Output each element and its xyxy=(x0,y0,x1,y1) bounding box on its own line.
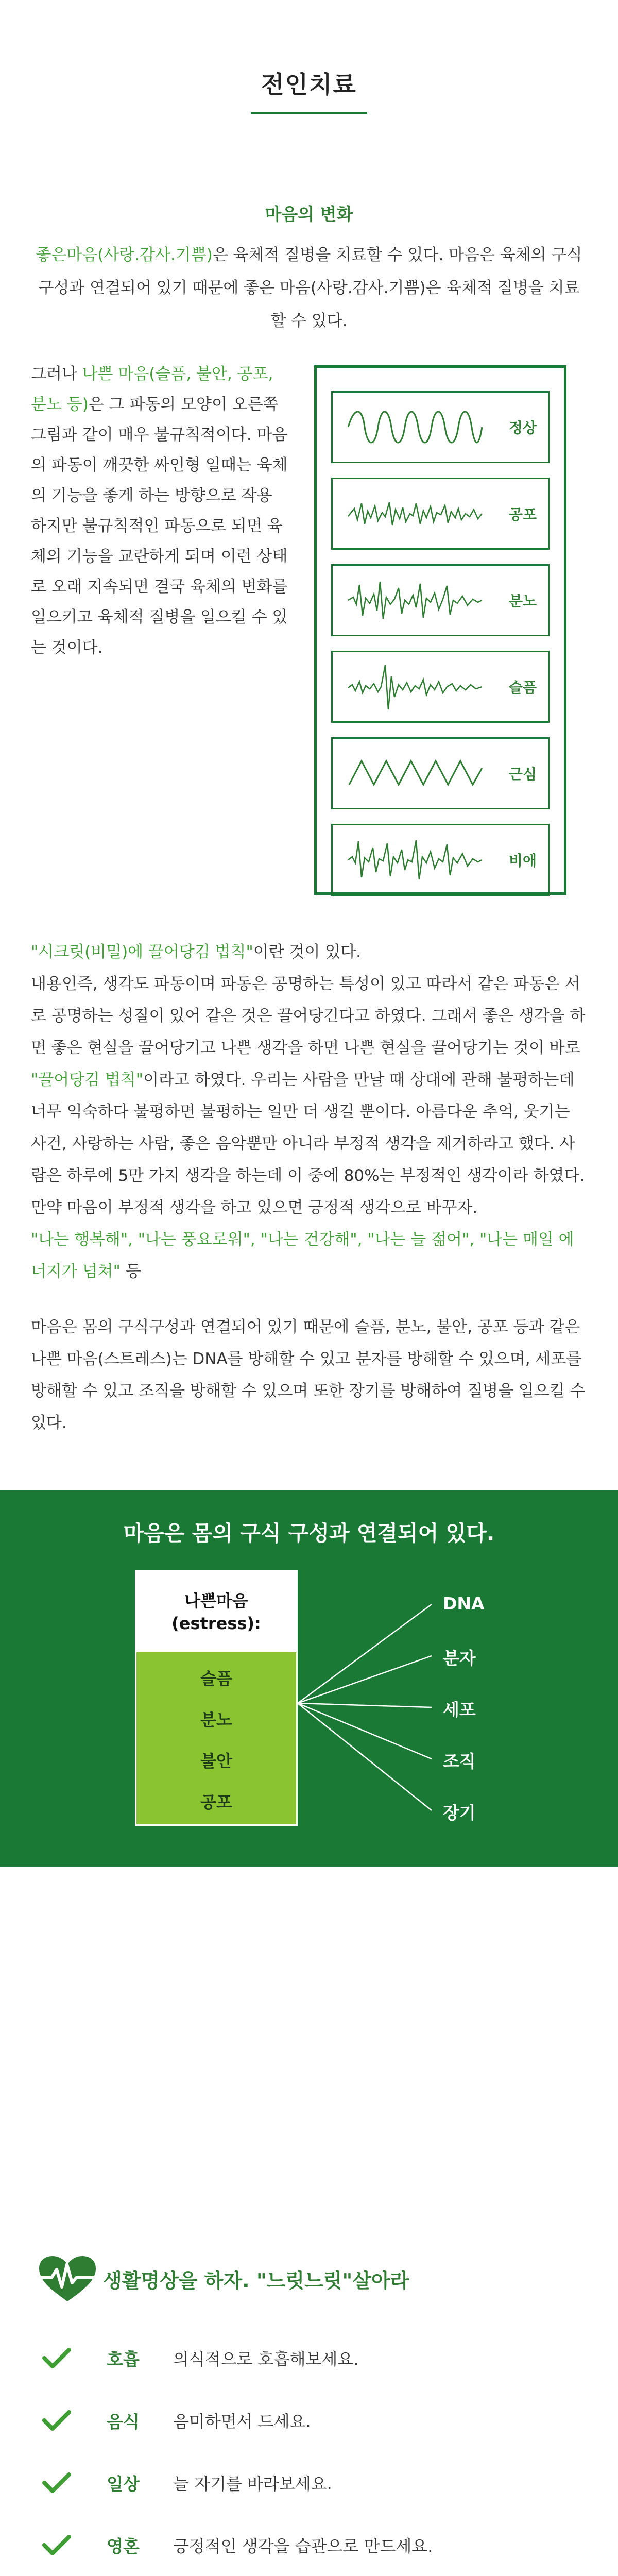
mind-body-diagram xyxy=(0,1490,618,1867)
fear-wave-icon xyxy=(344,488,488,539)
emotion-list xyxy=(136,1652,296,1824)
secret-intro xyxy=(31,936,587,968)
target-tissue: 조직 xyxy=(443,1751,476,1771)
wave-label: 근심 xyxy=(508,766,537,783)
connector-lines xyxy=(297,1570,534,1838)
page-title: 전인치료 xyxy=(261,71,357,98)
meditation-desc: 음미하면서 드세요. xyxy=(173,2412,311,2431)
wave-label: 비애 xyxy=(508,852,537,869)
target-dna: DNA xyxy=(443,1594,485,1614)
grief-wave-icon xyxy=(344,834,488,886)
check-icon xyxy=(41,2470,72,2495)
wave-item xyxy=(331,564,550,636)
sadness-wave-icon xyxy=(344,661,488,713)
body-text: 등 xyxy=(120,1262,141,1281)
wave-label: 공포 xyxy=(508,506,537,523)
target-molecule: 분자 xyxy=(443,1648,476,1668)
heart-pulse-icon xyxy=(36,2254,99,2303)
meditation-desc: 긍정적인 생각을 습관으로 만드세요. xyxy=(173,2536,433,2556)
meditation-key: 음식 xyxy=(107,2411,140,2432)
wave-item xyxy=(331,737,550,809)
body-text: 은 육체적 질병을 치료할 수 있다. 마음은 육체의 구식구성과 연결되어 있기 때문에 좋은 마음(사랑.감사.기쁨)은 육체적 질병을 치료할 수 있다. xyxy=(38,246,582,330)
bad-mind-box xyxy=(135,1570,298,1826)
meditation-key: 일상 xyxy=(107,2473,140,2494)
check-icon xyxy=(41,2346,72,2370)
target-organ: 장기 xyxy=(443,1803,476,1823)
wave-label: 슬픔 xyxy=(508,679,537,696)
emotion-item: 분노 xyxy=(200,1710,232,1730)
highlight-text: 좋은마음(사랑.감사.기쁨) xyxy=(36,246,213,264)
body-text: 이란 것이 있다. xyxy=(253,943,362,961)
emotion-item: 슬픔 xyxy=(200,1669,232,1688)
emotion-item: 공포 xyxy=(200,1792,232,1812)
wave-paragraph xyxy=(31,359,288,663)
meditation-item xyxy=(41,2464,597,2501)
meditation-item xyxy=(41,2340,597,2377)
meditation-desc: 늘 자기를 바라보세요. xyxy=(173,2474,332,2494)
meditation-item xyxy=(41,2527,597,2564)
diagram-title: 마음은 몸의 구식 구성과 연결되어 있다. xyxy=(123,1521,495,1546)
meditation-item xyxy=(41,2402,597,2439)
bad-mind-title: 나쁜마음 xyxy=(184,1591,248,1611)
affirmation-text: "나는 행복해", "나는 풍요로워", "나는 건강해", "나는 늘 젊어", "나는 매일 에너지가 넘쳐" xyxy=(31,1230,574,1281)
meditation-key: 호흡 xyxy=(107,2349,140,2369)
wave-label: 분노 xyxy=(508,592,537,609)
meditation-title: 생활명상을 하자. "느릿느릿"살아라 xyxy=(103,2269,409,2292)
check-icon xyxy=(41,2408,72,2433)
body-text: 그러나 xyxy=(31,365,82,383)
worry-wave-icon xyxy=(344,748,488,799)
check-icon xyxy=(41,2533,72,2557)
highlight-text: "시크릿(비밀)에 끌어당김 법칙" xyxy=(31,943,253,961)
meditation-desc: 의식적으로 호흡해보세요. xyxy=(173,2349,359,2369)
wave-label: 정상 xyxy=(508,419,537,436)
emotion-item: 불안 xyxy=(200,1751,232,1771)
wave-item xyxy=(331,391,550,463)
title-block xyxy=(0,0,618,114)
body-text: 이라고 하였다. 우리는 사람을 만날 때 상대에 관해 불평하는데 너무 익숙하다 불평하면 불평하는 일만 더 생길 뿐이다. 아름다운 추억, 웃기는 사건, 사랑하는 사람, 좋은 음악뿐만 아니라 부정적 생각을 제거하라고 했다. 사람은 하루에 5만 가지 생각을 하는데 이 중에 80%는 부정적인 생각이라 하였다. 만약 마음이 부정적 생각을 하고 있으면 긍정적 생각으로 바꾸자. xyxy=(31,1071,585,1217)
section-heading: 마음의 변화 xyxy=(265,204,353,224)
intro-section xyxy=(0,201,618,337)
highlight-text: 나쁜 마음(슬픔, 불안, 공포, 분노 등) xyxy=(31,365,273,414)
wave-item xyxy=(331,651,550,723)
wave-item xyxy=(331,824,550,896)
bad-mind-subtitle: (estress): xyxy=(171,1614,261,1633)
body-text: 내용인즉, 생각도 파동이며 파동은 공명하는 특성이 있고 따라서 같은 파동은 서로 공명하는 성질이 있어 같은 것은 끌어당긴다고 하였다. 그래서 좋은 생각을 하면 좋은 현실을 끌어당기고 나쁜 생각을 하면 나쁜 현실을 끌어당기는 것이 바로 xyxy=(31,975,586,1057)
bad-mind-box-header xyxy=(136,1572,296,1652)
target-cell: 세포 xyxy=(443,1700,476,1720)
secret-body xyxy=(31,968,587,1224)
sine-wave-icon xyxy=(344,401,488,453)
title-underline xyxy=(251,112,367,114)
summary-paragraph: 마음은 몸의 구식구성과 연결되어 있기 때문에 슬픔, 분노, 불안, 공포 등과 같은 나쁜 마음(스트레스)는 DNA를 방해할 수 있고 분자를 방해할 수 있으며, 세포를 방해할 수 있고 조직을 방해할 수 있으며 또한 장기를 방해하여 질병을 일으킬 수 있다. xyxy=(31,1318,586,1432)
meditation-header xyxy=(36,2254,409,2303)
highlight-text: "끌어당김 법칙" xyxy=(31,1071,144,1089)
secret-section xyxy=(31,936,587,1287)
wave-section xyxy=(0,359,618,921)
wave-item xyxy=(331,478,550,550)
wave-chart-frame xyxy=(314,365,566,895)
meditation-key: 영혼 xyxy=(107,2536,140,2556)
affirmations xyxy=(31,1224,587,1287)
anger-wave-icon xyxy=(344,574,488,626)
body-text: 은 그 파동의 모양이 오른쪽 그림과 같이 매우 불규칙적이다. 마음의 파동이 깨끗한 싸인형 일때는 육체의 기능을 좋게 하는 방향으로 작용 하지만 불규칙적인 파동으로 되면 육체의 기능을 교란하게 되며 이런 상태로 오래 지속되면 결국 육체의 변화를 일으키고 육체적 질병을 일으킬 수 있는 것이다. xyxy=(31,395,288,657)
intro-paragraph xyxy=(31,239,587,337)
